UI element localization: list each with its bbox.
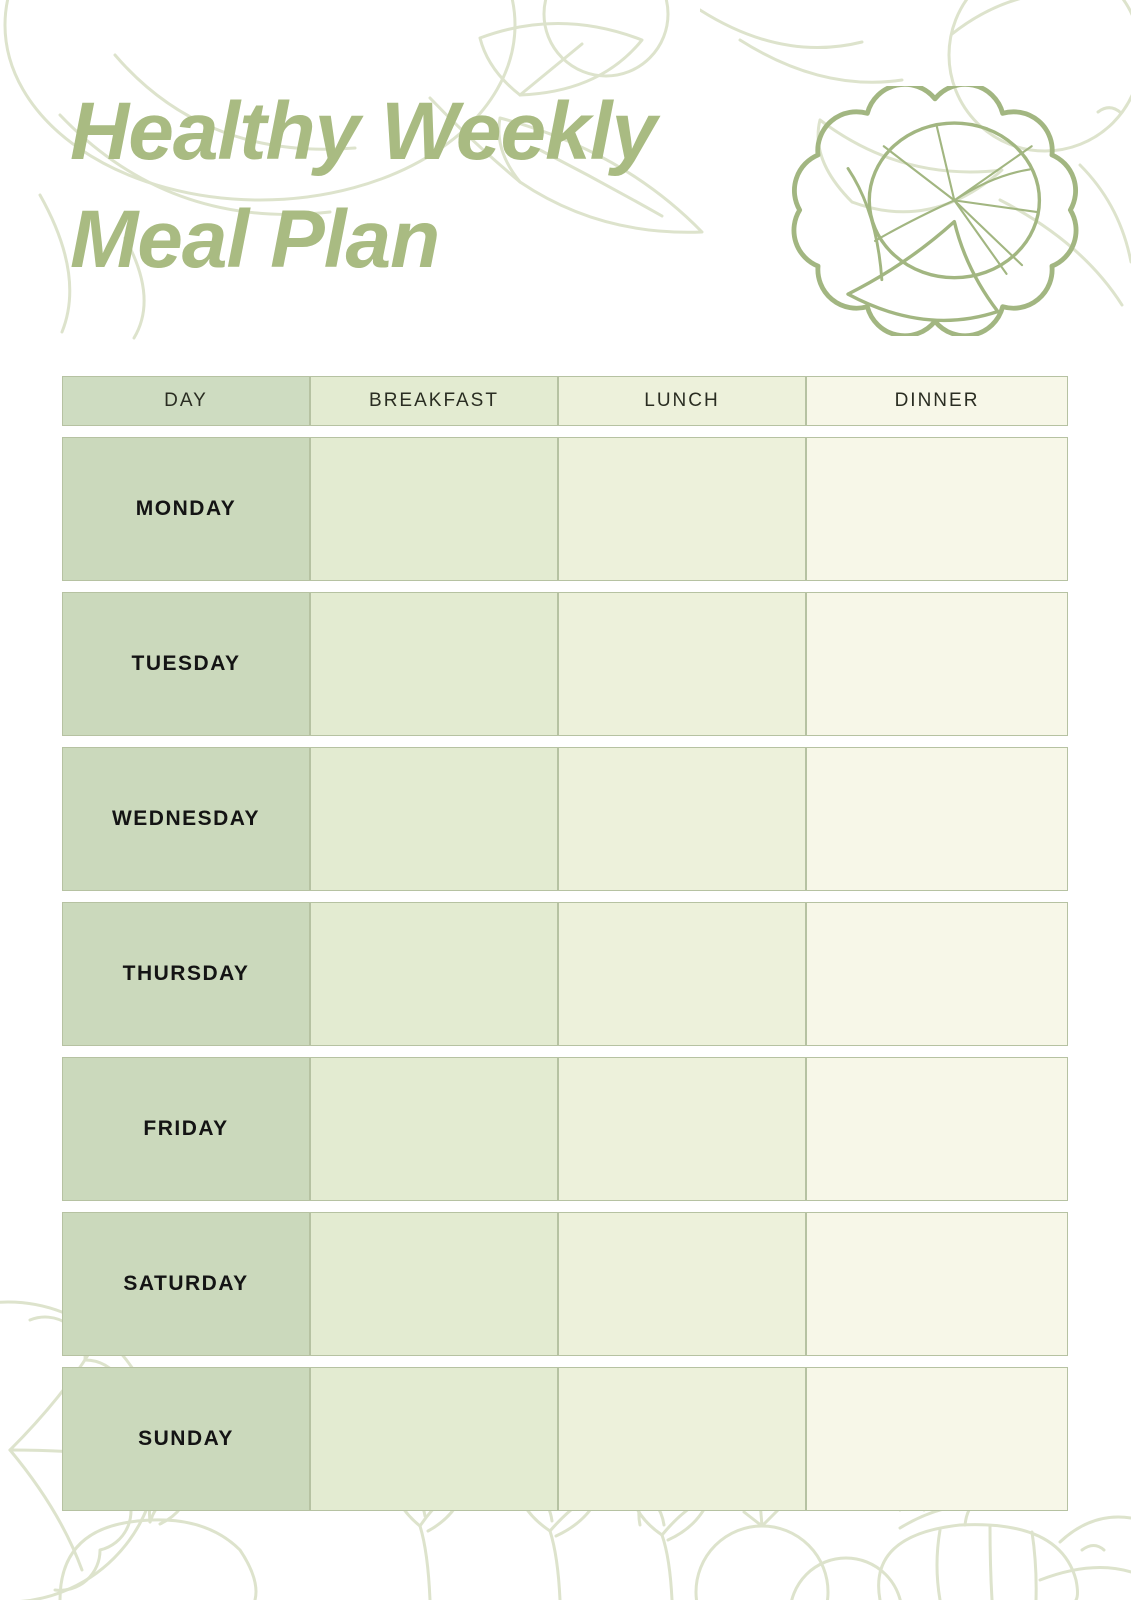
page-title-line-2: Meal Plan	[70, 194, 440, 286]
column-header-lunch: LUNCH	[558, 376, 806, 426]
day-cell-thursday: THURSDAY	[62, 902, 310, 1046]
table-row-saturday	[62, 1212, 1068, 1356]
table-header-row	[62, 376, 1068, 426]
table-row-sunday	[62, 1367, 1068, 1511]
meal-cell-friday-dinner[interactable]	[806, 1057, 1068, 1201]
meal-cell-saturday-breakfast[interactable]	[310, 1212, 558, 1356]
meal-cell-wednesday-breakfast[interactable]	[310, 747, 558, 891]
meal-cell-saturday-dinner[interactable]	[806, 1212, 1068, 1356]
meal-cell-saturday-lunch[interactable]	[558, 1212, 806, 1356]
meal-cell-tuesday-dinner[interactable]	[806, 592, 1068, 736]
column-header-day: DAY	[62, 376, 310, 426]
meal-cell-thursday-dinner[interactable]	[806, 902, 1068, 1046]
table-row-wednesday	[62, 747, 1068, 891]
page-title-line-1: Healthy Weekly	[70, 86, 657, 177]
meal-cell-wednesday-dinner[interactable]	[806, 747, 1068, 891]
table-row-friday	[62, 1057, 1068, 1201]
cabbage-icon	[790, 86, 1080, 336]
meal-cell-monday-breakfast[interactable]	[310, 437, 558, 581]
day-cell-saturday: SATURDAY	[62, 1212, 310, 1356]
day-cell-tuesday: TUESDAY	[62, 592, 310, 736]
column-header-dinner: DINNER	[806, 376, 1068, 426]
meal-cell-thursday-lunch[interactable]	[558, 902, 806, 1046]
meal-cell-sunday-breakfast[interactable]	[310, 1367, 558, 1511]
day-cell-friday: FRIDAY	[62, 1057, 310, 1201]
day-cell-monday: MONDAY	[62, 437, 310, 581]
table-row-tuesday	[62, 592, 1068, 736]
meal-cell-tuesday-lunch[interactable]	[558, 592, 806, 736]
tomato-leaves-icon	[700, 0, 1131, 310]
column-header-breakfast: BREAKFAST	[310, 376, 558, 426]
meal-cell-friday-lunch[interactable]	[558, 1057, 806, 1201]
meal-cell-wednesday-lunch[interactable]	[558, 747, 806, 891]
meal-cell-monday-dinner[interactable]	[806, 437, 1068, 581]
day-cell-sunday: SUNDAY	[62, 1367, 310, 1511]
table-row-thursday	[62, 902, 1068, 1046]
day-cell-wednesday: WEDNESDAY	[62, 747, 310, 891]
meal-cell-friday-breakfast[interactable]	[310, 1057, 558, 1201]
table-row-monday	[62, 437, 1068, 581]
meal-cell-sunday-lunch[interactable]	[558, 1367, 806, 1511]
meal-cell-monday-lunch[interactable]	[558, 437, 806, 581]
meal-cell-thursday-breakfast[interactable]	[310, 902, 558, 1046]
meal-plan-table	[62, 376, 1068, 1511]
page-title	[70, 78, 656, 294]
meal-cell-tuesday-breakfast[interactable]	[310, 592, 558, 736]
meal-cell-sunday-dinner[interactable]	[806, 1367, 1068, 1511]
